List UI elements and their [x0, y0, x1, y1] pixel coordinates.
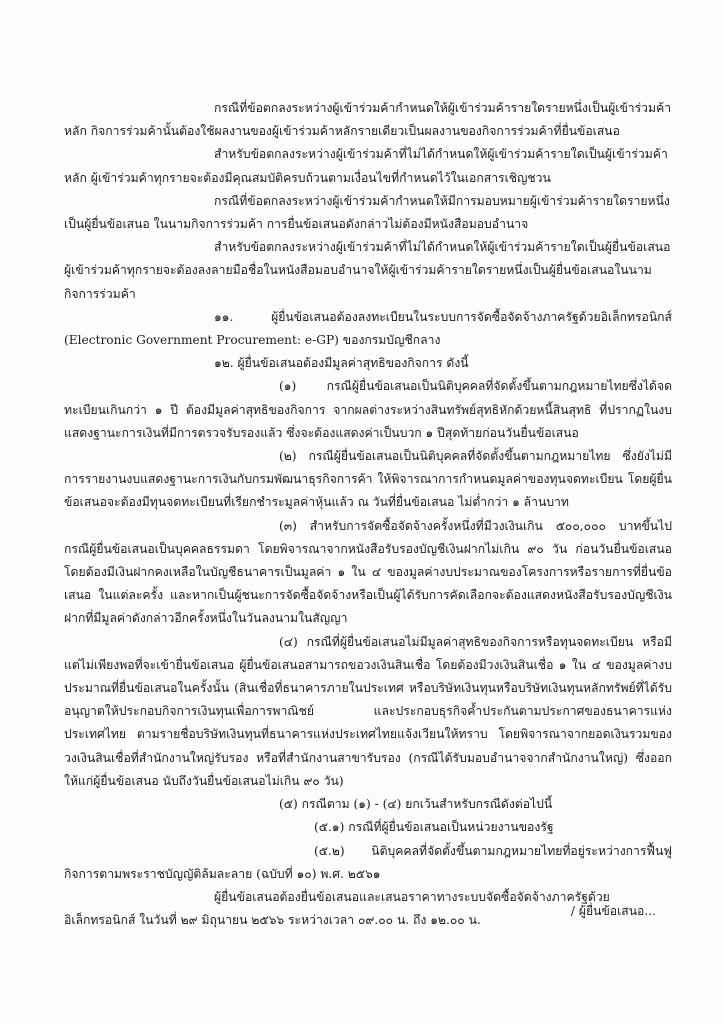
- paragraph-no-lead-partner: สำหรับข้อตกลงระหว่างผู้เข้าร่วมค้าที่ไม่ได้กำหนดให้ผู้เข้าร่วมค้ารายใดเป็นผู้เข้าร่วมค้าหลัก ผู้เข้าร่วมค้าทุกรายจะต้องมีคุณสมบัติครบถ้วนตามเงื่อนไขที่กำหนดไว้ในเอกสารเชิญชวน: [64, 147, 668, 185]
- clause-12-net-worth: ๑๒. ผู้ยื่นข้อเสนอต้องมีมูลค่าสุทธิของกิจการ ดังนี้: [214, 356, 469, 371]
- clause-12-5-2: (๕.๒) นิติบุคคลที่จัดตั้งขึ้นตามกฎหมายไทยที่อยู่ระหว่างการฟื้นฟูกิจการตามพระราชบัญญัติล้มละลาย (ฉบับที่ ๑๐) พ.ศ. ๒๕๖๑: [64, 843, 672, 881]
- clause-12-4: (๔) กรณีที่ผู้ยื่นข้อเสนอไม่มีมูลค่าสุทธิของกิจการหรือทุนจดทะเบียน หรือมีแต่ไม่เพียงพอที่จะเข้ายื่นข้อเสนอ ผู้ยื่นข้อเสนอสามารถขอวงเงินสินเชื่อ โดยต้องมีวงเงินสินเชื่อ ๑ ใน ๔ ของมูลค่างบประมาณที่ยื่นข้อเสนอในครั้งนั้น (สินเชื่อที่ธนาคารภายในประเทศ หรือบริษัทเงินทุนหรือบริษัทเงินทุนหลักทรัพย์ที่ได้รับอนุญาตให้ประกอบกิจการเงินทุนเพื่อการพาณิชย์ และประกอบธุรกิจค้ำประกันตามประกาศของธนาคารแห่งประเทศไทย ตามรายชื่อบริษัทเงินทุนที่ธนาคารแห่งประเทศไทยแจ้งเวียนให้ทราบ โดยพิจารณาจากยอดเงินรวมของวงเงินสินเชื่อที่สำนักงานใหญ่รับรอง หรือที่สำนักงานสาขารับรอง (กรณีได้รับมอบอำนาจจากสำนักงานใหญ่) ซึ่งออกให้แก่ผู้ยื่นข้อเสนอ นับถึงวันยื่นข้อเสนอไม่เกิน ๙๐ วัน): [64, 634, 672, 788]
- clause-12-5: (๕) กรณีตาม (๑) - (๔) ยกเว้นสำหรับกรณีดังต่อไปนี้: [279, 797, 553, 812]
- paragraph-power-of-attorney: สำหรับข้อตกลงระหว่างผู้เข้าร่วมค้าที่ไม่ได้กำหนดให้ผู้เข้าร่วมค้ารายใดเป็นผู้ยื่นข้อเสนอผู้เข้าร่วมค้าทุกรายจะต้องลงลายมือชื่อในหนังสือมอบอำนาจให้ผู้เข้าร่วมค้ารายใดรายหนึ่งเป็นผู้ยื่นข้อเสนอในนามกิจการร่วมค้า: [64, 240, 671, 301]
- clause-12-2: (๒) กรณีผู้ยื่นข้อเสนอเป็นนิติบุคคลที่จัดตั้งขึ้นตามกฎหมายไทย ซึ่งยังไม่มีการรายงานงบแสดงฐานะการเงินกับกรมพัฒนาธุรกิจการค้า ให้พิจารณาการกำหนดมูลค่าของทุนจดทะเบียน โดยผู้ยื่นข้อเสนอจะต้องมีทุนจดทะเบียนที่เรียกชำระมูลค่าหุ้นแล้ว ณ วันที่ยื่นข้อเสนอ ไม่ต่ำกว่า ๑ ล้านบาท: [64, 449, 672, 510]
- page-continuation-footer: / ผู้ยื่นข้อเสนอ...: [570, 904, 656, 918]
- clause-11-egp-registration: ๑๑. ผู้ยื่นข้อเสนอต้องลงทะเบียนในระบบการจัดซื้อจัดจ้างภาครัฐด้วยอิเล็กทรอนิกส์ (Electronic Government Procurement: e-GP) ของกรมบัญชีกลาง: [64, 309, 672, 348]
- clause-12-5-1: (๕.๑) กรณีที่ผู้ยื่นข้อเสนอเป็นหน่วยงานของรัฐ: [314, 820, 554, 835]
- clause-12-3: (๓) สำหรับการจัดซื้อจัดจ้างครั้งหนึ่งที่มีวงเงินเกิน ๕๐๐,๐๐๐ บาทขึ้นไป กรณีผู้ยื่นข้อเสนอเป็นบุคคลธรรมดา โดยพิจารณาจากหนังสือรับรองบัญชีเงินฝากไม่เกิน ๙๐ วัน ก่อนวันยื่นข้อเสนอโดยต้องมีเงินฝากคงเหลือในบัญชีธนาคารเป็นมูลค่า ๑ ใน ๔ ของมูลค่างบประมาณของโครงการหรือรายการที่ยื่นข้อเสนอ ในแต่ละครั้ง และหากเป็นผู้ชนะการจัดซื้อจัดจ้างหรือเป็นผู้ได้รับการคัดเลือกจะต้องแสดงหนังสือรับรองบัญชีเงินฝากที่มีมูลค่าดังกล่าวอีกครั้งหนึ่งในวันลงนามในสัญญา: [64, 518, 672, 626]
- clause-12-1: (๑) กรณีผู้ยื่นข้อเสนอเป็นนิติบุคคลที่จัดตั้งขึ้นตามกฎหมายไทยซึ่งได้จดทะเบียนเกินกว่า ๑ ปี ต้องมีมูลค่าสุทธิของกิจการ จากผลต่างระหว่างสินทรัพย์สุทธิหักด้วยหนี้สินสุทธิ ที่ปรากฏในงบแสดงฐานะการเงินที่มีการตรวจรับรองแล้ว ซึ่งจะต้องแสดงค่าเป็นบวก ๑ ปีสุดท้ายก่อนวันยื่นข้อเสนอ: [64, 379, 672, 440]
- document-body: [64, 97, 672, 932]
- paragraph-lead-partner: กรณีที่ข้อตกลงระหว่างผู้เข้าร่วมค้ากำหนดให้ผู้เข้าร่วมค้ารายใดรายหนึ่งเป็นผู้เข้าร่วมค้าหลัก กิจการร่วมค้านั้นต้องใช้ผลงานของผู้เข้าร่วมค้าหลักรายเดียวเป็นผลงานของกิจการร่วมค้าที่ยื่นข้อเสนอ: [64, 101, 672, 139]
- paragraph-assigned-bidder: กรณีที่ข้อตกลงระหว่างผู้เข้าร่วมค้ากำหนดให้มีการมอบหมายผู้เข้าร่วมค้ารายใดรายหนึ่ง เป็นผู้ยื่นข้อเสนอ ในนามกิจการร่วมค้า การยื่นข้อเสนอดังกล่าวไม่ต้องมีหนังสือมอบอำนาจ: [64, 193, 670, 232]
- paragraph-submission-date: ผู้ยื่นข้อเสนอต้องยื่นข้อเสนอและเสนอราคาทางระบบจัดซื้อจัดจ้างภาครัฐด้วยอิเล็กทรอนิกส์ ในวันที่ ๒๙ มิถุนายน ๒๕๖๖ ระหว่างเวลา ๐๙.๐๐ น. ถึง ๑๒.๐๐ น.: [64, 889, 610, 928]
